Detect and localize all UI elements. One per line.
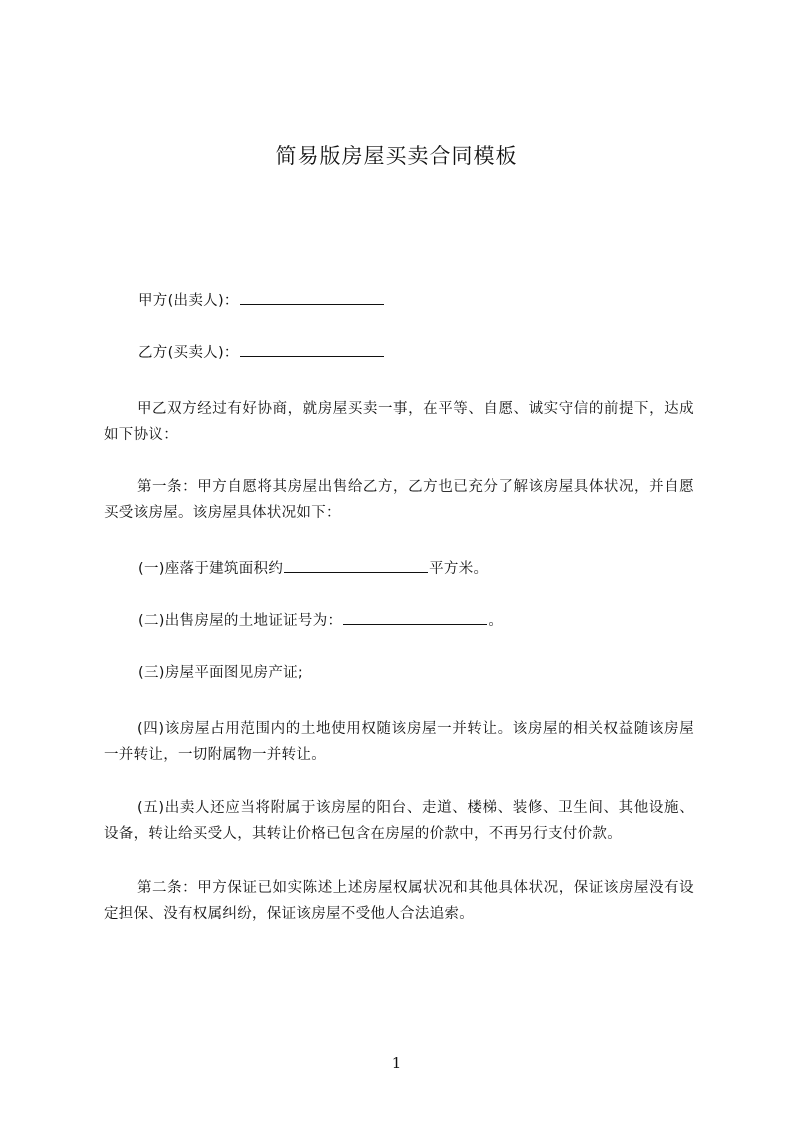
article-1-paragraph: 第一条：甲方自愿将其房屋出售给乙方，乙方也已充分了解该房屋具体状况，并自愿买受该房屋。该房屋具体状况如下： <box>104 479 694 521</box>
item-3-line: (三)房屋平面图见房产证; <box>138 665 304 681</box>
item-1-line <box>138 556 728 582</box>
item-2-line <box>138 608 728 634</box>
item-2-suffix: 。 <box>488 613 504 629</box>
page-number: 1 <box>391 1054 402 1072</box>
item-2-prefix: (二)出售房屋的土地证证号为： <box>138 613 343 629</box>
item-1-suffix: 平方米。 <box>429 561 489 577</box>
land-cert-blank <box>343 609 487 625</box>
article-2-paragraph: 第二条：甲方保证已如实陈述上述房屋权属状况和其他具体状况，保证该房屋没有设定担保、没有权属纠纷，保证该房屋不受他人合法追索。 <box>104 880 694 922</box>
party-b-label: 乙方(买卖人)： <box>138 345 239 361</box>
party-b-line <box>138 340 728 366</box>
intro-paragraph: 甲乙双方经过有好协商，就房屋买卖一事，在平等、自愿、诚实守信的前提下，达成如下协议： <box>104 401 694 443</box>
party-a-label: 甲方(出卖人)： <box>138 293 239 309</box>
item-4-paragraph: (四)该房屋占用范围内的土地使用权随该房屋一并转让。该房屋的相关权益随该房屋一并转让，一切附属物一并转让。 <box>104 721 694 763</box>
area-blank <box>284 557 428 573</box>
item-1-prefix: (一)座落于建筑面积约 <box>138 561 284 577</box>
party-a-line <box>138 288 728 314</box>
item-5-paragraph: (五)出卖人还应当将附属于该房屋的阳台、走道、楼梯、装修、卫生间、其他设施、设备，转让给买受人，其转让价格已包含在房屋的价款中，不再另行支付价款。 <box>104 800 694 842</box>
party-b-blank <box>240 341 384 357</box>
document-title: 简易版房屋买卖合同模板 <box>275 144 518 168</box>
party-a-blank <box>240 289 384 305</box>
